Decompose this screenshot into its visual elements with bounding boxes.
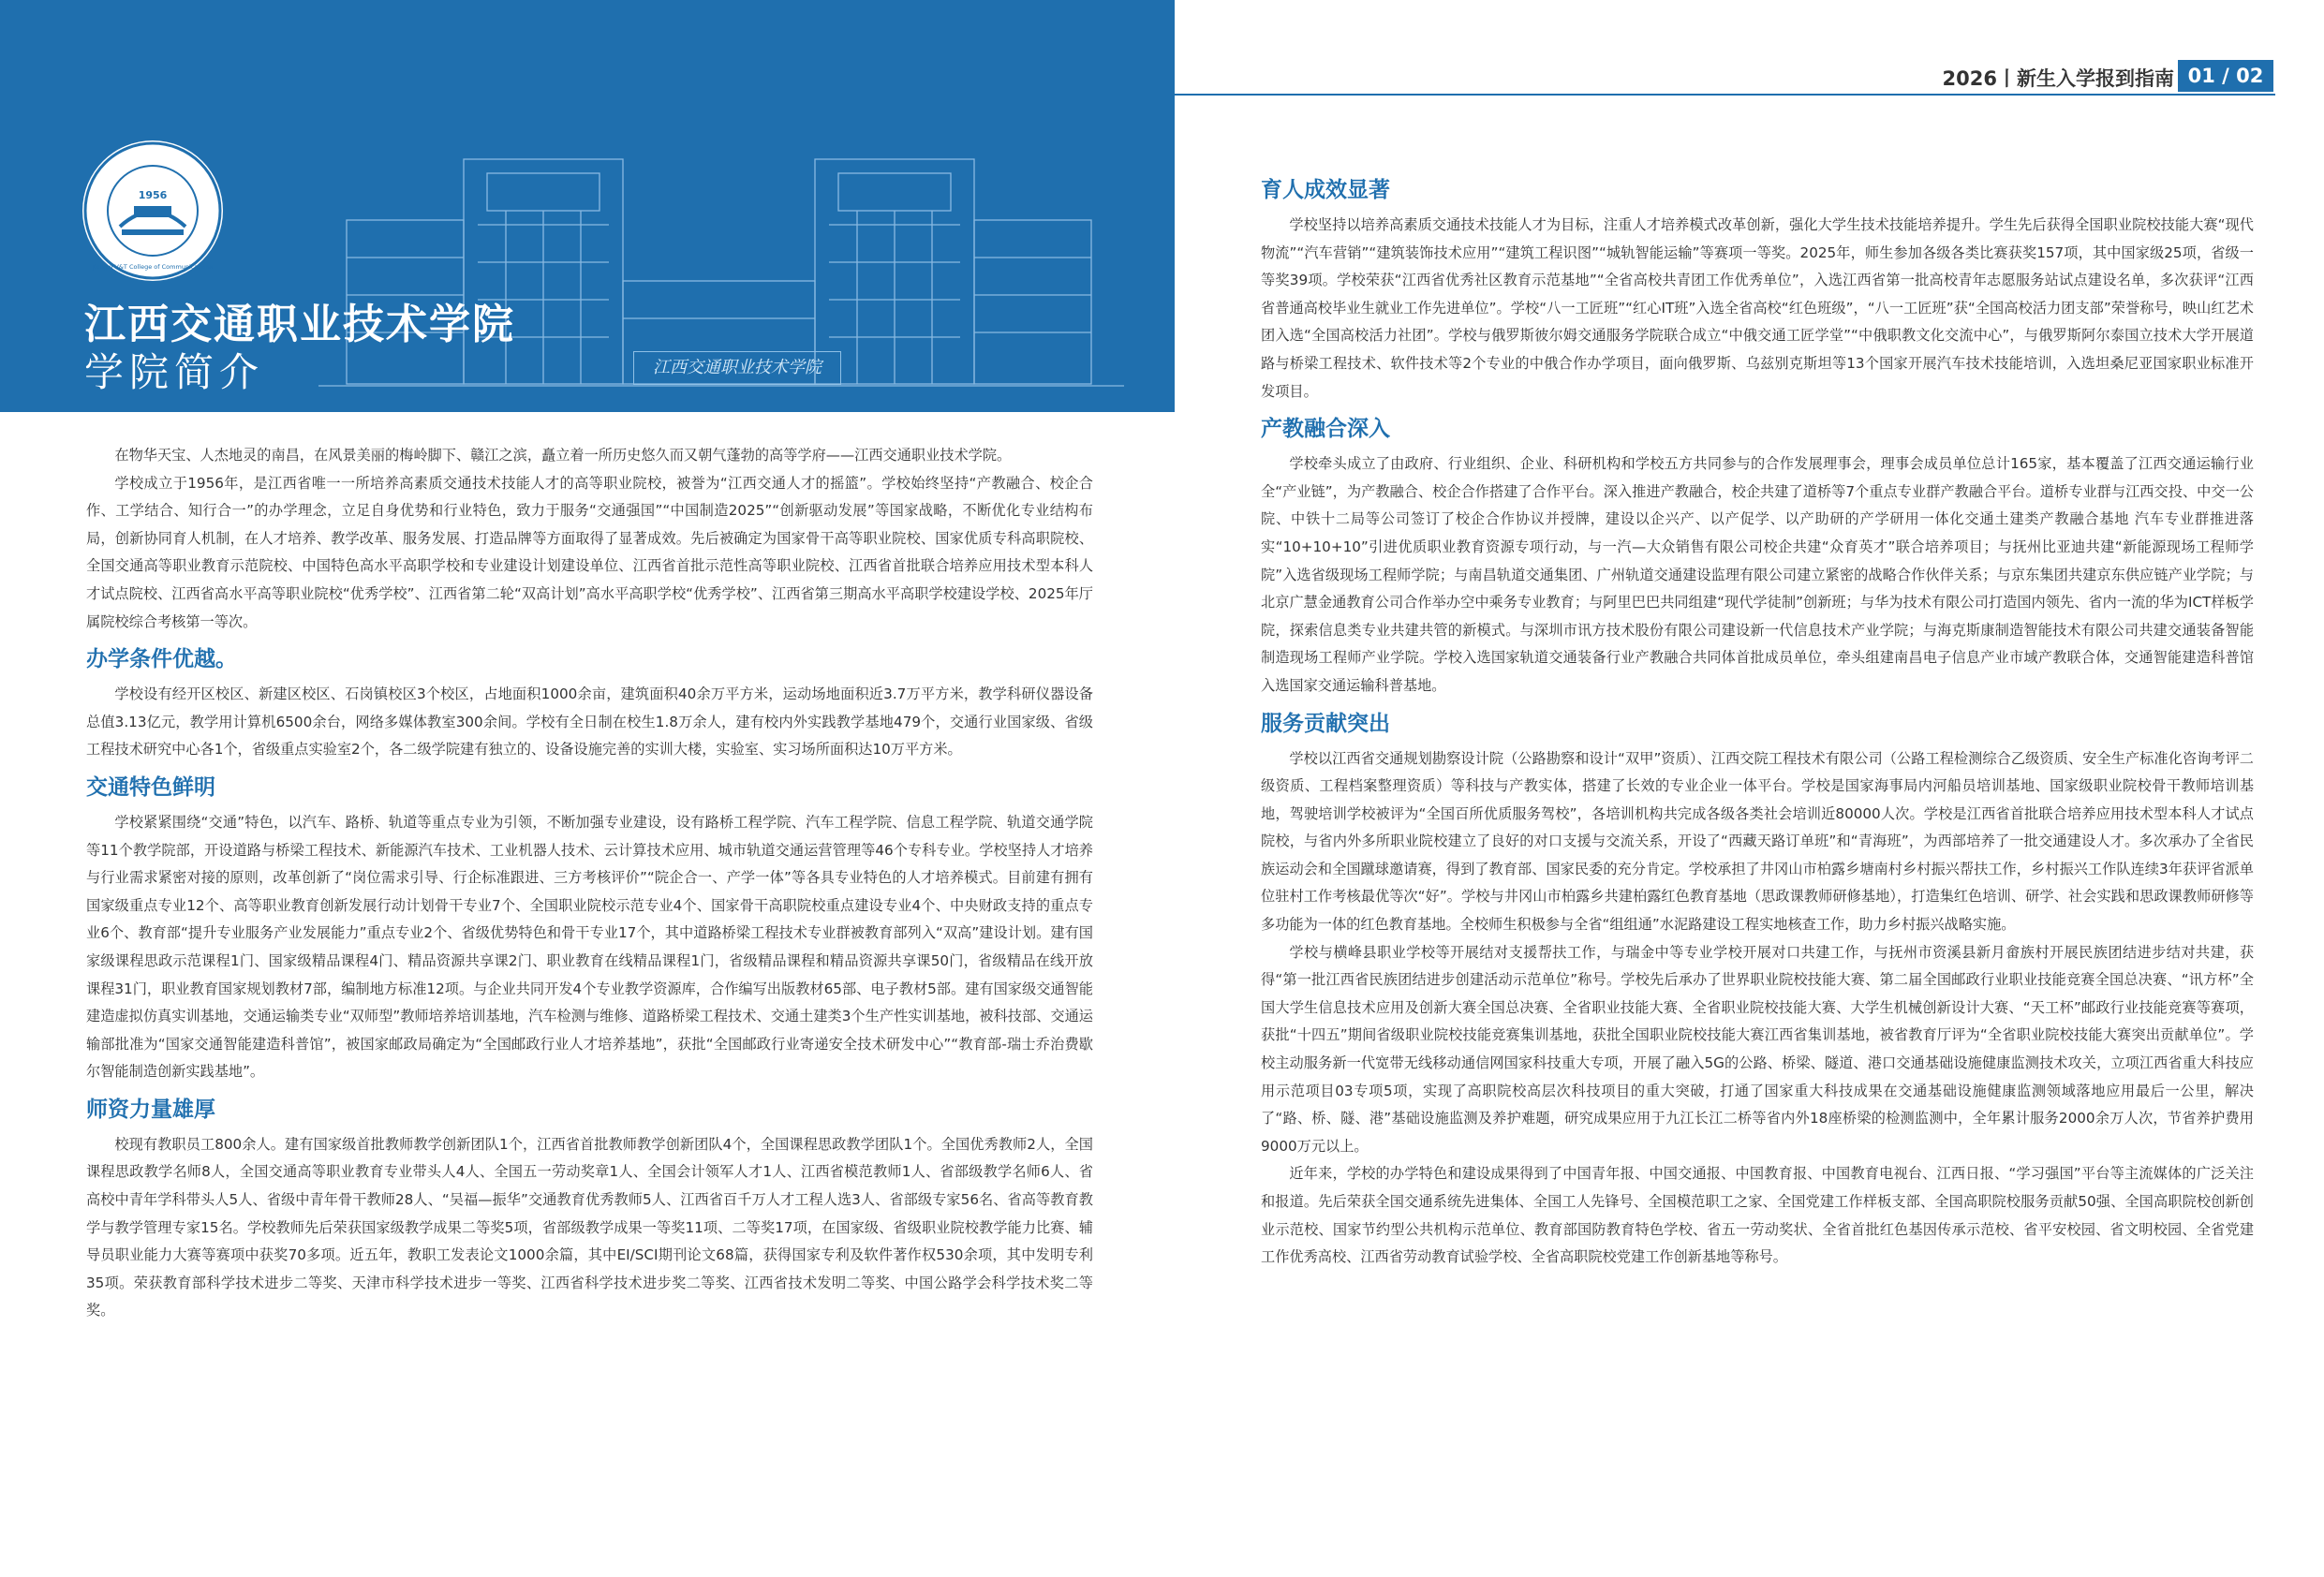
section-heading-conditions: 办学条件优越。 xyxy=(86,647,237,672)
college-name: 江西交通职业技术学院 xyxy=(84,301,515,348)
page-number-badge: 01 / 02 xyxy=(2178,60,2273,92)
section-paragraph: 学校以江西省交通规划勘察设计院（公路勘察和设计“双甲”资质）、江西交院工程技术有限公司（公路工程检测综合乙级资质、安全生产标准化咨询考评二级资质、工程档案整理资质）等科技与产教实体，搭建了长效的专业企业一体平台。学校是国家海事局内河船员培训基地、国家级职业院校骨干教师培训基地，驾驶培训学校被评为“全国百所优质服务驾校”，各培训机构共完成各级各类社会培训近80000人次。学校是江西省首批联合培养应用技术型本科人才试点院校，与省内外多所职业院校建立了良好的对口支援与交流关系，开设了“西藏天路订单班”和“青海班”，为西部培养了一批交通建设人才。多次承办了全省民族运动会和全国蹴球邀请赛，得到了教育部、国家民委的充分肯定。学校承担了井冈山市柏露乡塘南村乡村振兴帮扶工作，乡村振兴工作队连续3年获评省派单位驻村工作考核最优等次“好”。学校与井冈山市柏露乡共建柏露红色教育基地（思政课教师研修基地），打造集红色培训、研学、社会实践和思政课教师研修等多功能为一体的红色教育基地。全校师生积极参与全省“组组通”水泥路建设工程实地核查工作，助力乡村振兴战略实施。 xyxy=(1261,749,2254,934)
section-heading-education: 育人成效显著 xyxy=(1261,178,1390,202)
right-column xyxy=(1261,167,2254,1272)
section-paragraph: 学校设有经开区校区、新建区校区、石岗镇校区3个校区，占地面积1000余亩，建筑面积40余万平方米，运动场地面积近3.7万平方米，教学科研仪器设备总值3.13亿元，教学用计算机6500余台，网络多媒体教室300余间。学校有全日制在校生1.8万余人，建有校内外实践教学基地479个，交通行业国家级、省级工程技术研究中心各1个，省级重点实验室2个，各二级学院建有独立的、设备设施完善的实训大楼，实验室、实习场所面积达10万平方米。 xyxy=(86,685,1093,759)
hero-banner xyxy=(0,0,1175,412)
section-paragraph: 学校牵头成立了由政府、行业组织、企业、科研机构和学校五方共同参与的合作发展理事会，理事会成员单位总计165家，基本覆盖了江西交通运输行业全“产业链”，为产教融合、校企合作搭建了合作平台。深入推进产教融合，校企共建了道桥等7个重点专业群产教融合平台。道桥专业群与江西交投、中交一公院、中铁十二局等公司签订了校企合作协议并授牌，建设以企兴产、以产促学、以产助研的产学研用一体化交通土建类产教融合基地 汽车专业群推进落实“10+10+10”引进优质职业教育资源专项行动，与一汽—大众销售有限公司校企共建“众育英才”联合培养项目；与抚州比亚迪共建“新能源现场工程师学院”入选省级现场工程师学院；与南昌轨道交通集团、广州轨道交通建设监理有限公司建立紧密的战略合作伙伴关系；与京东集团共建京东供应链产业学院；与北京广慧金通教育公司合作举办空中乘务专业教育；与阿里巴巴共同组建“现代学徒制”创新班；与华为技术有限公司打造国内领先、省内一流的华为ICT样板学院，探索信息类专业共建共管的新模式。与深圳市讯方技术股份有限公司建设新一代信息技术产业学院；与海克斯康制造智能技术有限公司共建交通装备智能制造现场工程师产业学院。学校入选国家轨道交通装备行业产教融合共同体首批成员单位，牵头组建南昌电子信息产业市域产教联合体，交通智能建造科普馆入选国家交通运输科普基地。 xyxy=(1261,455,2254,694)
logo-ring-text: Jiangxi V&T College of Communications xyxy=(92,263,214,271)
college-emblem-icon xyxy=(82,140,223,281)
logo-year: 1956 xyxy=(138,189,168,201)
section-paragraph: 校现有教职员工800余人。建有国家级首批教师教学创新团队1个，江西省首批教师教学创新团队4个，全国课程思政教学团队1个。全国优秀教师2人，全国课程思政教学名师8人，全国交通高等职业教育专业带头人4人、全国五一劳动奖章1人、全国会计领军人才1人、江西省模范教师1人、省部级教学名师6人、省高校中青年学科带头人5人、省级中青年骨干教师28人、“吴福—振华”交通教育优秀教师5人、江西省百千万人才工程人选3人、省部级专家56名、省高等教育教学与教学管理专家15名。学校教师先后荣获国家级教学成果二等奖5项，省部级教学成果一等奖11项、二等奖17项，在国家级、省级职业院校教学能力比赛、辅导员职业能力大赛等赛项中获奖70多项。近五年，教职工发表论文1000余篇，其中EI/SCI期刊论文68篇，获得国家专利及软件著作权530余项，其中发明专利35项。荣获教育部科学技术进步二等奖、天津市科学技术进步一等奖、江西省科学技术进步奖二等奖、江西省技术发明二等奖、中国公路学会科学技术奖二等奖。 xyxy=(86,1135,1093,1319)
left-column xyxy=(86,442,1093,1325)
section-heading-industry: 产教融合深入 xyxy=(1261,417,1390,442)
intro-paragraph-2: 学校成立于1956年，是江西省唯一一所培养高素质交通技术技能人才的高等职业院校，被誉为“江西交通人才的摇篮”。学校始终坚持“产教融合、校企合作、工学结合、知行合一”的办学理念，立足自身优势和行业特色，致力于服务“交通强国”“中国制造2025”“创新驱动发展”等国家战略，不断优化专业结构布局，创新协同育人机制，在人才培养、教学改革、服务发展、打造品牌等方面取得了显著成效。先后被确定为国家骨干高等职业院校、国家优质专科高职院校、全国交通高等职业教育示范院校、中国特色高水平高职学校和专业建设计划建设单位、江西省首批示范性高等职业院校、江西省首批联合培养应用技术型本科人才试点院校、江西省高水平高等职业院校“优秀学校”、江西省第二轮“双高计划”高水平高职学校“优秀学校”、江西省第三期高水平高职学校建设学校、2025年厅属院校综合考核第一等次。 xyxy=(86,474,1093,630)
section-paragraph: 学校紧紧围绕“交通”特色，以汽车、路桥、轨道等重点专业为引领，不断加强专业建设，设有路桥工程学院、汽车工程学院、信息工程学院、轨道交通学院等11个教学院部，开设道路与桥梁工程技术、新能源汽车技术、工业机器人技术、云计算技术应用、城市轨道交通运营管理等46个专科专业。学校坚持人才培养与行业需求紧密对接的原则，改革创新了“岗位需求引导、行企标准跟进、三方考核评价”“院企合一、产学一体”等各具专业特色的人才培养模式。目前建有拥有国家级重点专业12个、高等职业教育创新发展行动计划骨干专业7个、全国职业院校示范专业4个、国家骨干高职院校重点建设专业4个、中央财政支持的重点专业6个、教育部“提升专业服务产业发展能力”重点专业2个、省级优势特色和骨干专业17个，其中道路桥梁工程技术专业群被教育部列入“双高”建设计划。建有国家级课程思政示范课程1门、国家级精品课程4门、精品资源共享课2门、职业教育在线精品课程1门，省级精品课程和精品资源共享课50门，省级精品在线开放课程31门，职业教育国家规划教材7部，编制地方标准12项。与企业共同开发4个专业教学资源库，合作编写出版教材65部、电子教材5部。建有国家级交通智能建造虚拟仿真实训基地，交通运输类专业“双师型”教师培养培训基地，汽车检测与维修、道路桥梁工程技术、交通土建类3个生产性实训基地，被科技部、交通运输部批准为“国家交通智能建造科普馆”，被国家邮政局确定为“全国邮政行业人才培养基地”，获批“全国邮政行业寄递安全技术研发中心”“教育部-瑞士乔治费歇尔智能制造创新实践基地”。 xyxy=(86,813,1093,1081)
header-divider xyxy=(1175,94,2275,96)
college-logo xyxy=(82,140,223,281)
page-title: 学院简介 xyxy=(84,349,265,395)
intro-paragraph-1: 在物华天宝、人杰地灵的南昌，在风景美丽的梅岭脚下、赣江之滨，矗立着一所历史悠久而又朝气蓬勃的高等学府——江西交通职业技术学院。 xyxy=(114,447,1012,464)
section-paragraph: 近年来，学校的办学特色和建设成果得到了中国青年报、中国交通报、中国教育报、中国教育电视台、江西日报、“学习强国”平台等主流媒体的广泛关注和报道。先后荣获全国交通系统先进集体、全国工人先锋号、全国模范职工之家、全国党建工作样板支部、全国高职院校服务贡献50强、全国高职院校创新创业示范校、国家节约型公共机构示范单位、教育部国防教育特色学校、省五一劳动奖状、全省首批红色基因传承示范校、省平安校园、省文明校园、全省党建工作优秀高校、江西省劳动教育试验学校、全省高职院校党建工作创新基地等称号。 xyxy=(1261,1165,2254,1266)
section-heading-faculty: 师资力量雄厚 xyxy=(86,1097,215,1122)
college-plaque: 江西交通职业技术学院 xyxy=(633,351,841,385)
section-paragraph: 学校与横峰县职业学校等开展结对支援帮扶工作，与瑞金中等专业学校开展对口共建工作，与抚州市资溪县新月畲族村开展民族团结进步结对共建，获得“第一批江西省民族团结进步创建活动示范单位”称号。学校先后承办了世界职业院校技能大赛、第二届全国邮政行业职业技能竞赛全国总决赛、“讯方杯”全国大学生信息技术应用及创新大赛全国总决赛、全省职业技能大赛、全省职业院校技能大赛、大学生机械创新设计大赛、“天工杯”邮政行业技能竞赛等赛项，获批“十四五”期间省级职业院校技能竞赛集训基地，获批全国职业院校技能大赛江西省集训基地，被省教育厅评为“全省职业院校技能大赛突出贡献单位”。学校主动服务新一代宽带无线移动通信网国家科技重大专项，开展了融入5G的公路、桥梁、隧道、港口交通基础设施健康监测技术攻关，立项江西省重大科技应用示范项目03专项5项，实现了高职院校高层次科技项目的重大突破，打通了国家重大科技成果在交通基础设施健康监测领域落地应用最后一公里，解决了“路、桥、隧、港”基础设施监测及养护难题，研究成果应用于九江长江二桥等省内外18座桥梁的检测监测中，全年累计服务2000余万人次，节省养护费用9000万元以上。 xyxy=(1261,943,2254,1155)
section-heading-transport: 交通特色鲜明 xyxy=(86,774,215,800)
section-paragraph: 学校坚持以培养高素质交通技术技能人才为目标，注重人才培养模式改革创新，强化大学生技术技能培养提升。学生先后获得全国职业院校技能大赛“现代物流”“汽车营销”“建筑装饰技术应用”“建筑工程识图”“城轨智能运输”等赛项一等奖。2025年，师生参加各级各类比赛获奖157项，其中国家级25项，省级一等奖39项。学校荣获“江西省优秀社区教育示范基地”“全省高校共青团工作优秀单位”，入选江西省第一批高校青年志愿服务站试点建设名单，多次获评“江西省普通高校毕业生就业工作先进单位”。学校“八一工匠班”“红心IT班”入选全省高校“红色班级”，“八一工匠班”获“全国高校活力团支部”荣誉称号，映山红艺术团入选“全国高校活力社团”。学校与俄罗斯彼尔姆交通服务学院联合成立“中俄交通工匠学堂”“中俄职教文化交流中心”，与俄罗斯阿尔泰国立技术大学开展道路与桥梁工程技术、软件技术等2个专业的中俄合作办学项目，面向俄罗斯、乌兹别克斯坦等13个国家开展汽车技术技能培训，入选坦桑尼亚国家职业标准开发项目。 xyxy=(1261,216,2254,400)
guide-title: 2026丨新生入学报到指南 xyxy=(1942,67,2174,90)
section-heading-service: 服务贡献突出 xyxy=(1261,711,1390,736)
